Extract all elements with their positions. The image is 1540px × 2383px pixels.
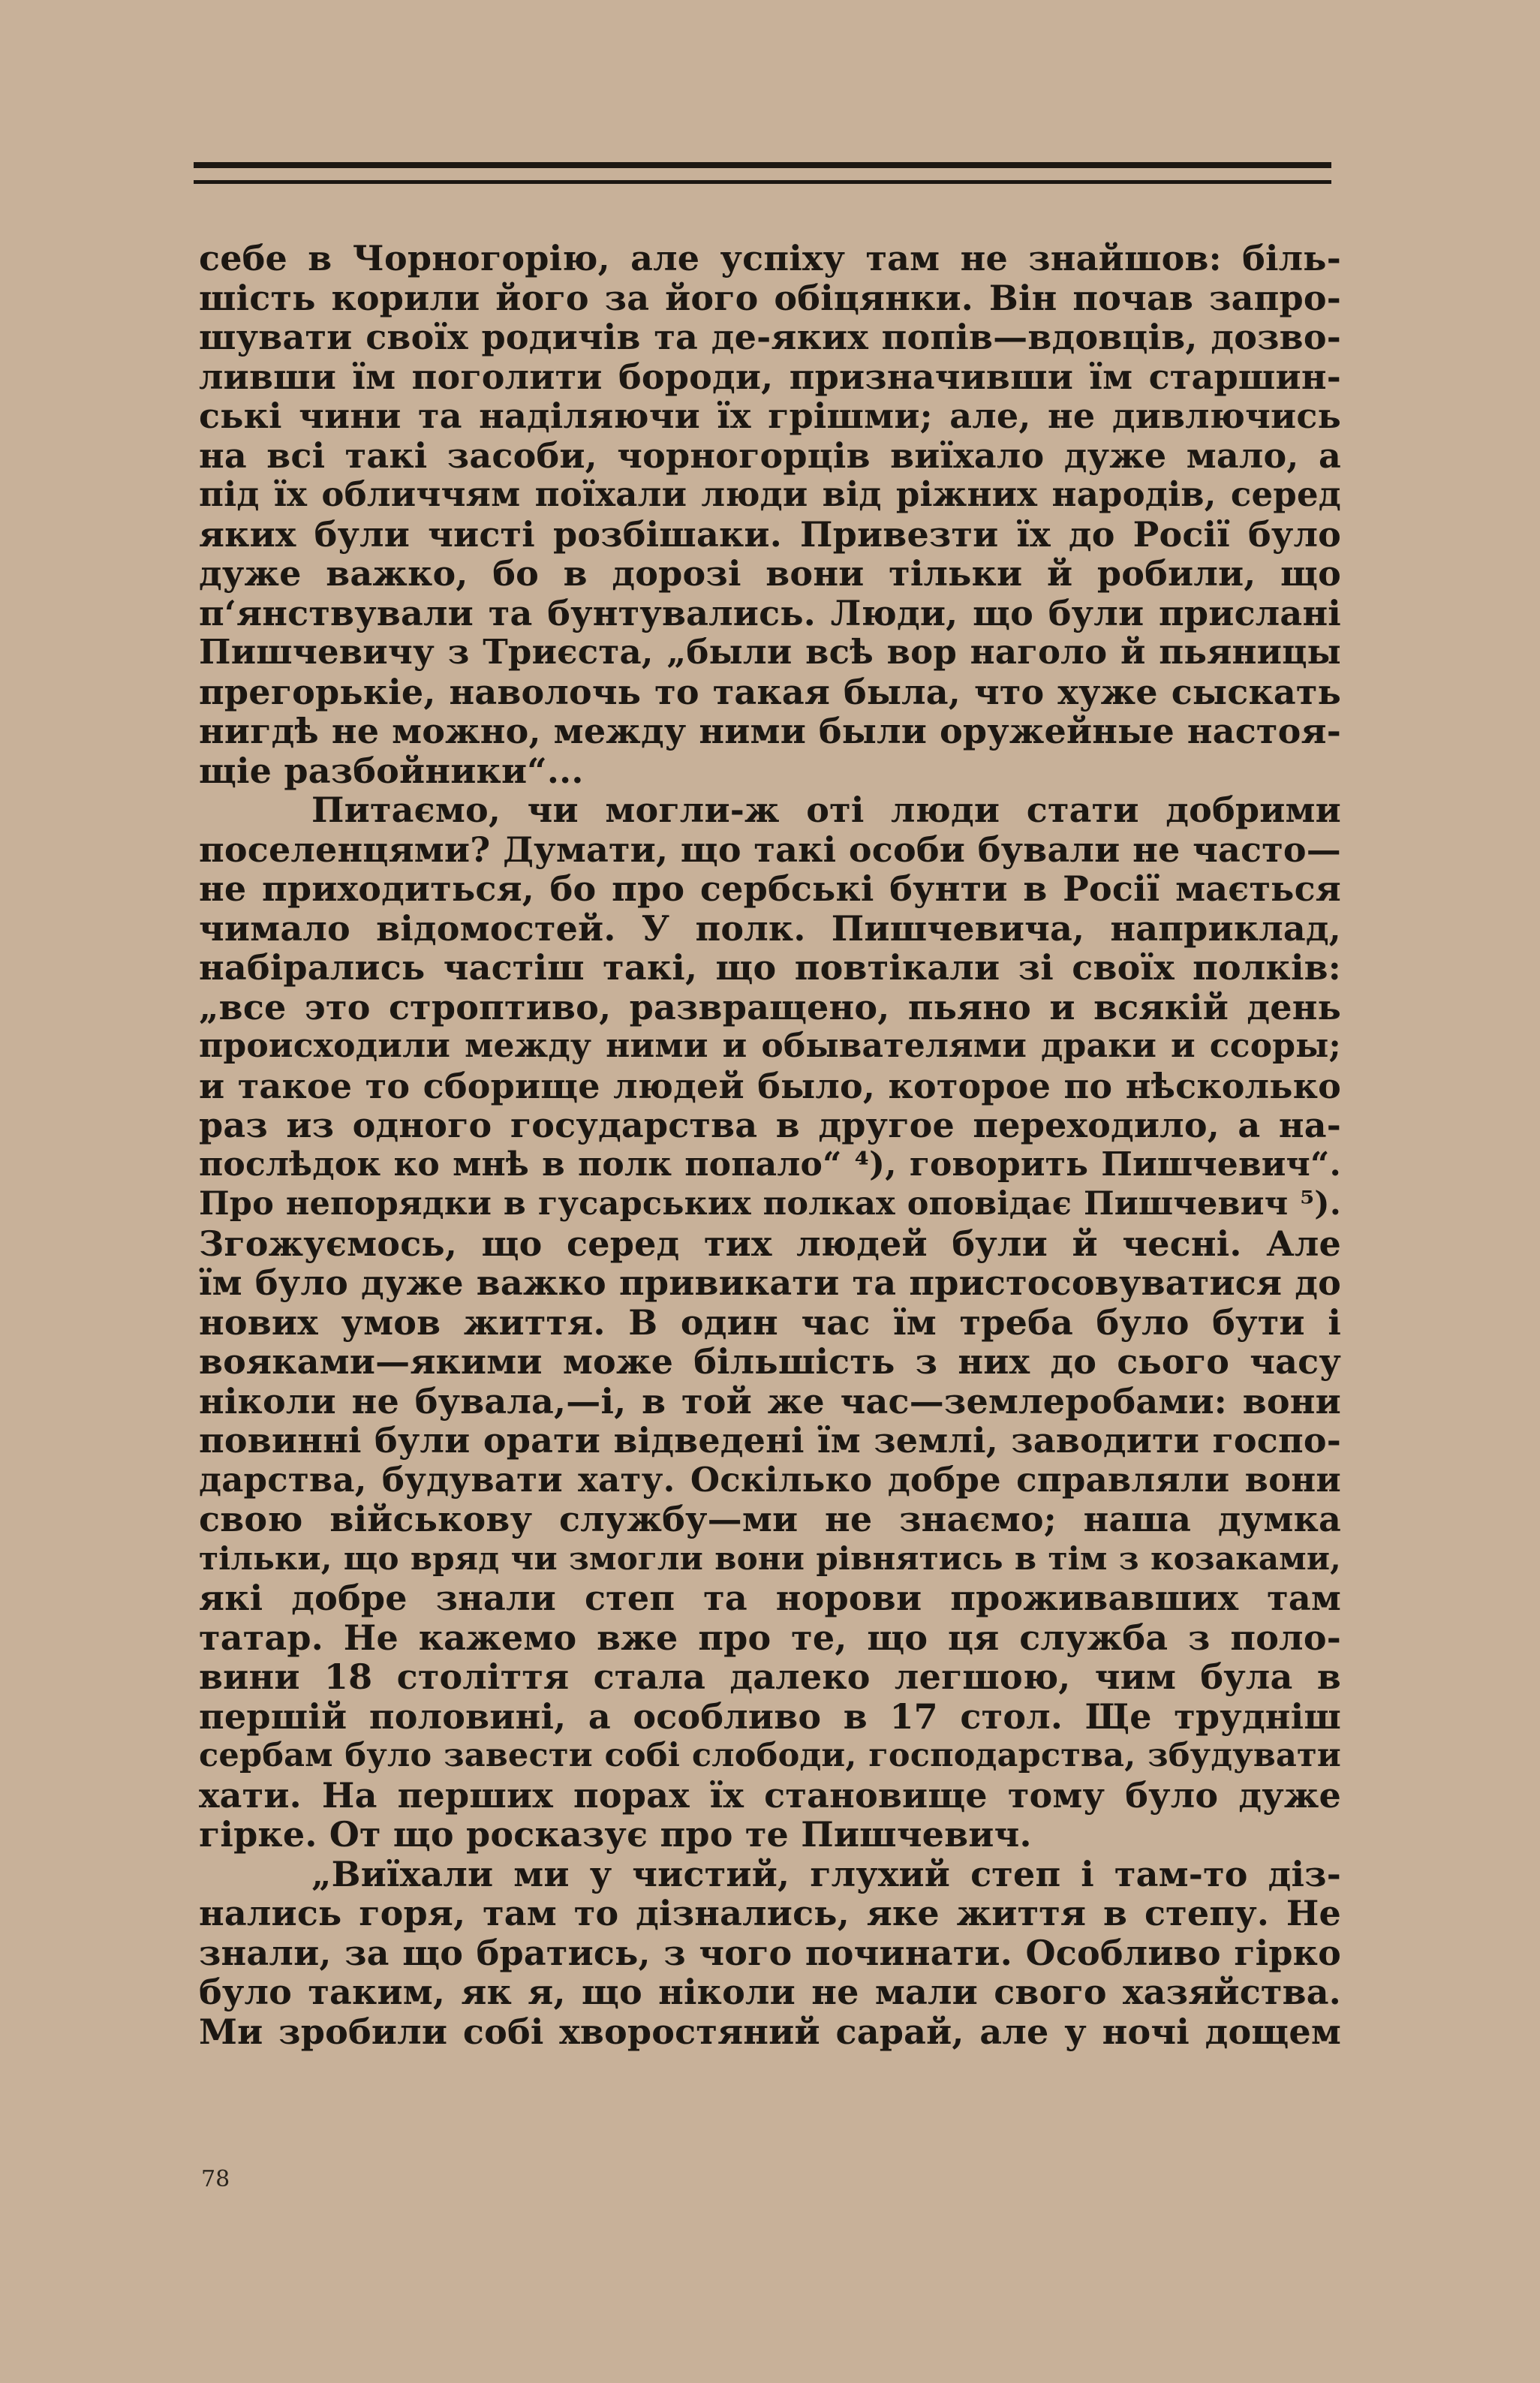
text-line: Про непорядки в гусарських полках оповідає Пишчевич ⁵). — [199, 1185, 1341, 1223]
text-line: Питаємо, чи могли-ж оті люди стати добрими — [311, 790, 1341, 830]
header-rule-thick — [194, 162, 1331, 168]
text-line: вини 18 століття стала далеко легшою, чим була в — [199, 1657, 1341, 1697]
text-line: першій половині, а особливо в 17 стол. Ще трудніш — [199, 1696, 1341, 1736]
text-line: „Виїхали ми у чистий, глухий степ і там-то діз- — [311, 1854, 1341, 1894]
text-line: яких були чисті розбішаки. Привезти їх до Росії було — [199, 514, 1341, 554]
text-line: було таким, як я, що ніколи не мали свого хазяйства. — [199, 1972, 1341, 2012]
header-rule-thin — [194, 180, 1331, 184]
text-line: хати. На перших порах їх становище тому було дуже — [199, 1775, 1341, 1815]
text-line: їм було дуже важко привикати та пристосовуватися до — [199, 1263, 1341, 1303]
text-line: нались горя, там то дізнались, яке життя в степу. Не — [199, 1894, 1341, 1933]
text-line: вояками—якими може більшість з них до сього часу — [199, 1342, 1341, 1382]
text-line: ніколи не бувала,—і, в той же час—землеробами: вони — [199, 1381, 1341, 1421]
text-line: повинні були орати відведені їм землі, заводити госпо- — [199, 1421, 1341, 1461]
text-line: тільки, що вряд чи змогли вони рівнятись в тім з козаками, — [199, 1539, 1341, 1577]
text-line: татар. Не кажемо вже про те, що ця служба з поло- — [199, 1617, 1341, 1657]
text-line: знали, за що братись, з чого починати. Особливо гірко — [199, 1933, 1341, 1972]
text-line: дарства, будувати хату. Оскілько добре справляли вони — [199, 1460, 1341, 1500]
text-line: Ми зробили собі хворостяний сарай, але у ночі дощем — [199, 2011, 1341, 2051]
text-line: чимало відомостей. У полк. Пишчевича, наприклад, — [199, 908, 1341, 948]
text-line: и такое то сборище людей было, которое по нѣсколько — [199, 1066, 1341, 1106]
text-line: себе в Чорногорію, але успіху там не знайшов: біль- — [199, 239, 1341, 278]
text-line: щіе разбойники“... — [199, 751, 584, 790]
text-line: дуже важко, бо в дорозі вони тільки й робили, що — [199, 554, 1341, 594]
text-line: ські чини та наділяючи їх грішми; але, не дивлючись — [199, 396, 1341, 436]
page-number: 78 — [201, 2166, 230, 2192]
text-line: происходили между ними и обывателями драки и ссоры; — [199, 1027, 1341, 1065]
text-line: нових умов життя. В один час їм треба було бути і — [199, 1302, 1341, 1342]
text-line: п‘янствували та бунтувались. Люди, що були прислані — [199, 593, 1341, 633]
text-line: свою військову службу—ми не знаємо; наша думка — [199, 1500, 1341, 1539]
text-line: нигдѣ не можно, между ними были оружейные настоя- — [199, 712, 1341, 751]
text-line: шість корили його за його обіцянки. Він почав запро- — [199, 278, 1341, 317]
text-line: „все это строптиво, развращено, пьяно и всякій день — [199, 987, 1341, 1027]
text-line: під їх обличчям поїхали люди від ріжних народів, серед — [199, 475, 1341, 514]
text-line: сербам було завести собі слободи, господарства, збудувати — [199, 1737, 1341, 1774]
text-line: Пишчевичу з Триєста, „были всѣ вор наголо й пьяницы — [199, 633, 1341, 672]
text-line: не приходиться, бо про сербські бунти в Росії мається — [199, 869, 1341, 909]
text-line: шувати своїх родичів та де-яких попів—вдовців, дозво- — [199, 317, 1341, 357]
text-line: гірке. От що росказує про те Пишчевич. — [199, 1815, 1032, 1855]
text-line: набірались частіш такі, що повтікали зі своїх полків: — [199, 948, 1341, 988]
text-line: прегорькіе, наволочь то такая была, что хуже сыскать — [199, 672, 1341, 712]
body-text — [199, 239, 1341, 2051]
text-line: які добре знали степ та норови проживавших там — [199, 1578, 1341, 1618]
text-line: раз из одного государства в другое переходило, а на- — [199, 1106, 1341, 1145]
text-line: поселенцями? Думати, що такі особи бували не часто— — [199, 829, 1341, 869]
text-line: на всі такі засоби, чорногорців виїхало дуже мало, а — [199, 435, 1341, 475]
text-line: Згожуємось, що серед тих людей були й чесні. Але — [199, 1223, 1341, 1263]
text-line: ливши їм поголити бороди, призначивши їм старшин- — [199, 357, 1341, 396]
text-line: послѣдок ко мнѣ в полк попало“ ⁴), говорить Пишчевич“. — [199, 1145, 1341, 1184]
